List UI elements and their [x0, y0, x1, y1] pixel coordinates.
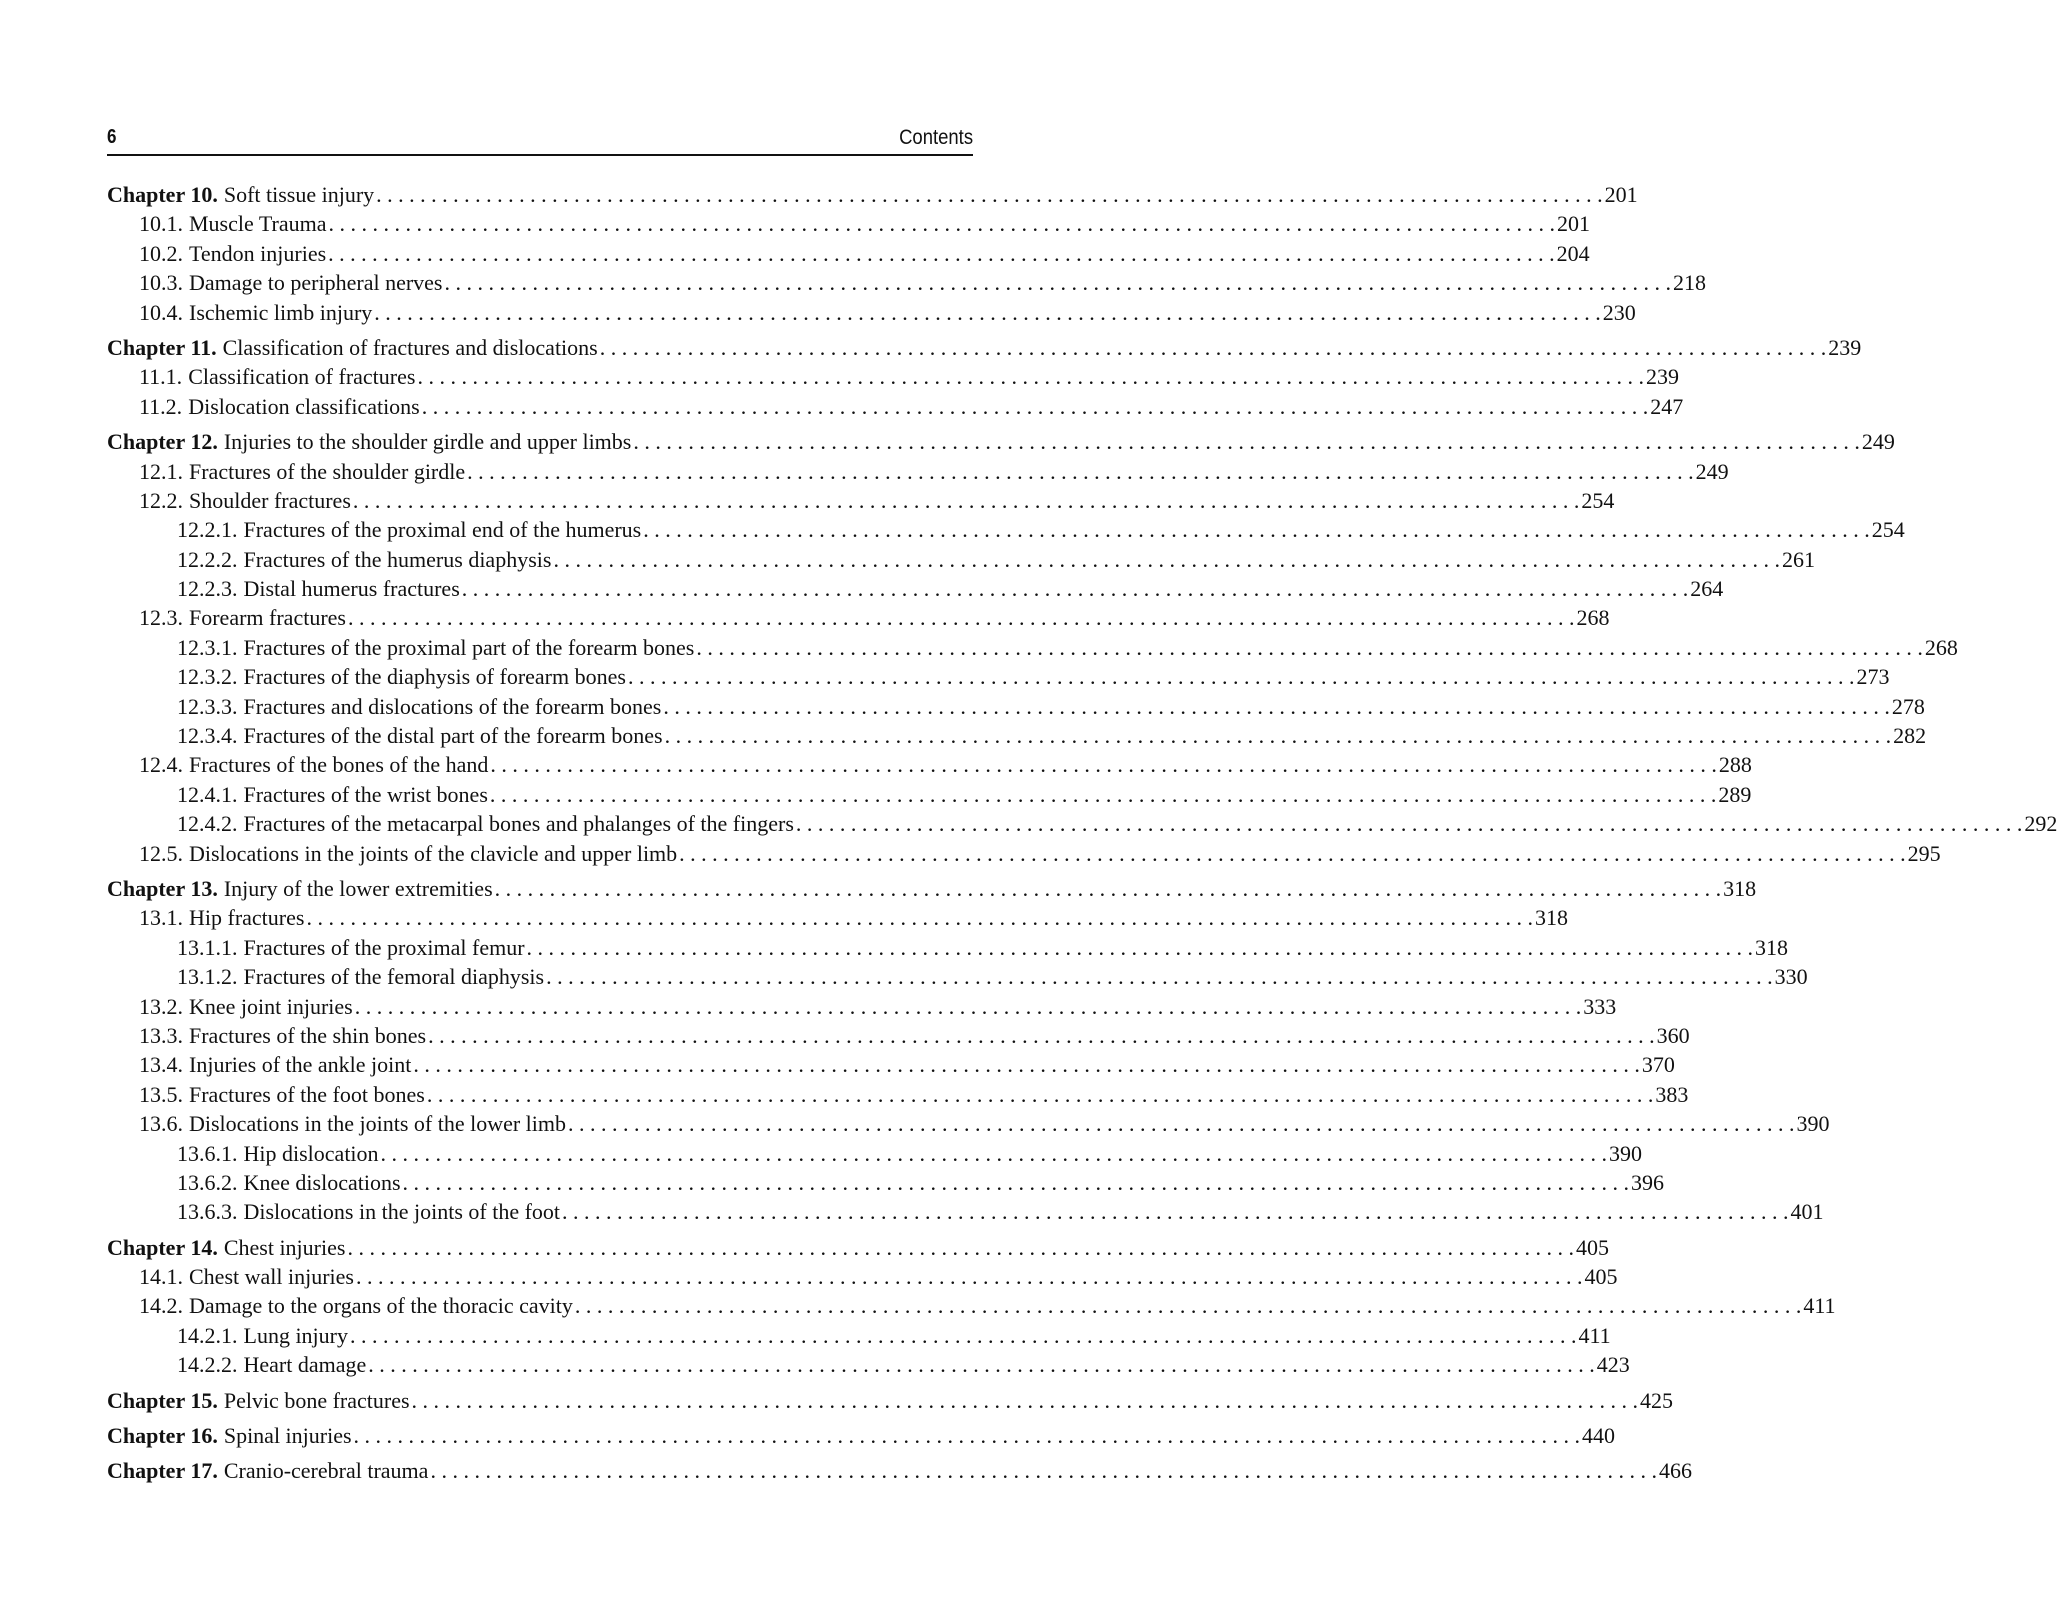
toc-entry-title: Forearm fractures	[189, 605, 346, 631]
toc-dot-leader	[354, 1421, 1581, 1450]
toc-dot-leader	[376, 180, 1603, 209]
toc-entry-page: 405	[1584, 1264, 1618, 1290]
toc-dot-leader	[643, 515, 1870, 544]
toc-entry-page: 370	[1641, 1052, 1675, 1078]
toc-entry-title: Classification of fractures and dislocations	[222, 334, 598, 360]
toc-entry-page: 390	[1609, 1140, 1643, 1166]
toc-entry-number: 13.5.	[139, 1081, 183, 1107]
toc-entry-title: Chest injuries	[223, 1234, 346, 1260]
toc-entry-number: 14.2.	[139, 1293, 183, 1319]
toc-entry-title: Ischemic limb injury	[189, 299, 373, 325]
toc-entry-title: Shoulder fractures	[189, 487, 351, 513]
toc-entry-title: Fractures and dislocations of the forearm bones	[243, 693, 662, 719]
toc-entry-page: 333	[1583, 993, 1617, 1019]
toc-dot-leader	[679, 839, 1906, 868]
toc-entry-title: Fractures of the metacarpal bones and phalanges of the fingers	[243, 811, 794, 837]
toc-section-entry[interactable]	[107, 298, 1636, 327]
running-head: Contents	[899, 126, 973, 149]
toc-dot-leader	[467, 457, 1694, 486]
toc-entry-page: 288	[1718, 752, 1752, 778]
toc-entry-page: 239	[1828, 334, 1862, 360]
toc-section-entry[interactable]	[107, 1109, 1830, 1138]
toc-dot-leader	[796, 809, 2023, 838]
toc-dot-leader	[428, 1021, 1655, 1050]
toc-section-entry[interactable]	[107, 992, 1617, 1021]
toc-section-entry[interactable]	[107, 1197, 1824, 1226]
toc-dot-leader	[413, 1050, 1640, 1079]
toc-section-entry[interactable]	[107, 721, 1927, 750]
toc-dot-leader	[568, 1109, 1795, 1138]
toc-entry-page: 318	[1723, 875, 1757, 901]
toc-section-entry[interactable]	[107, 839, 1941, 868]
toc-entry-title: Injury of the lower extremities	[223, 875, 493, 901]
toc-section-entry[interactable]	[107, 486, 1615, 515]
toc-entry-title: Fractures of the shin bones	[189, 1022, 427, 1048]
toc-section-entry[interactable]	[107, 1139, 1643, 1168]
toc-entry-page: 261	[1781, 546, 1815, 572]
toc-chapter-entry[interactable]	[107, 427, 1895, 456]
toc-entry-page: 247	[1650, 393, 1684, 419]
toc-entry-number: Chapter 16.	[107, 1423, 218, 1449]
toc-entry-title: Fractures of the humerus diaphysis	[243, 546, 552, 572]
toc-entry-number: 10.2.	[139, 240, 183, 266]
toc-entry-title: Knee joint injuries	[189, 993, 353, 1019]
toc-entry-number: 10.4.	[139, 299, 183, 325]
toc-dot-leader	[412, 1386, 1639, 1415]
toc-entry-page: 396	[1631, 1169, 1665, 1195]
toc-section-entry[interactable]	[107, 362, 1679, 391]
toc-entry-number: 10.1.	[139, 211, 183, 237]
toc-section-entry[interactable]	[107, 603, 1610, 632]
toc-chapter-entry[interactable]	[107, 1421, 1616, 1450]
toc-entry-page: 254	[1871, 517, 1905, 543]
toc-entry-number: 13.2.	[139, 993, 183, 1019]
toc-entry-title: Damage to the organs of the thoracic cavity	[189, 1293, 573, 1319]
toc-entry-page: 383	[1655, 1081, 1689, 1107]
toc-entry-page: 239	[1645, 364, 1679, 390]
toc-entry-page: 268	[1576, 605, 1610, 631]
toc-dot-leader	[356, 1262, 1583, 1291]
toc-entry-title: Tendon injuries	[189, 240, 327, 266]
toc-section-entry[interactable]	[107, 662, 1890, 691]
toc-section-entry[interactable]	[107, 809, 2057, 838]
toc-entry-page: 401	[1790, 1199, 1824, 1225]
toc-dot-leader	[546, 962, 1773, 991]
toc-entry-number: Chapter 10.	[107, 182, 218, 207]
toc-dot-leader	[422, 392, 1649, 421]
toc-entry-number: 13.4.	[139, 1052, 183, 1078]
toc-section-entry[interactable]	[107, 1168, 1665, 1197]
toc-section-entry[interactable]	[107, 1321, 1611, 1350]
toc-entry-page: 278	[1891, 693, 1925, 719]
toc-entry-number: Chapter 11.	[107, 334, 217, 360]
toc-entry-title: Chest wall injuries	[189, 1264, 354, 1290]
toc-entry-page: 201	[1604, 182, 1638, 207]
toc-entry-number: 12.2.	[139, 487, 183, 513]
toc-dot-leader	[348, 603, 1575, 632]
toc-section-entry[interactable]	[107, 392, 1684, 421]
toc-entry-number: 12.3.4.	[177, 723, 238, 749]
toc-section-entry[interactable]	[107, 750, 1752, 779]
toc-entry-number: 13.1.1.	[177, 934, 238, 960]
toc-entry-number: 12.4.2.	[177, 811, 238, 837]
toc-entry-title: Pelvic bone fractures	[223, 1387, 410, 1413]
toc-dot-leader	[417, 362, 1644, 391]
toc-entry-page: 411	[1578, 1322, 1611, 1348]
toc-entry-page: 390	[1796, 1111, 1830, 1137]
toc-entry-title: Lung injury	[243, 1322, 348, 1348]
toc-entry-page: 292	[2024, 811, 2057, 837]
toc-entry-number: 13.1.	[139, 905, 183, 931]
toc-entry-number: 12.1.	[139, 458, 183, 484]
toc-dot-leader	[381, 1139, 1608, 1168]
toc-entry-number: 12.4.	[139, 752, 183, 778]
toc-section-entry[interactable]	[107, 1050, 1675, 1079]
toc-entry-title: Muscle Trauma	[189, 211, 327, 237]
toc-entry-title: Injuries to the shoulder girdle and upper limbs	[223, 429, 632, 455]
toc-section-entry[interactable]	[107, 780, 1752, 809]
toc-entry-title: Fractures of the proximal end of the humerus	[243, 517, 642, 543]
toc-entry-number: 11.1.	[139, 364, 183, 390]
toc-entry-number: 13.6.	[139, 1111, 183, 1137]
toc-entry-page: 425	[1640, 1387, 1674, 1413]
toc-dot-leader	[663, 692, 1890, 721]
toc-entry-number: 12.3.3.	[177, 693, 238, 719]
toc-entry-number: 14.1.	[139, 1264, 183, 1290]
toc-dot-leader	[490, 750, 1717, 779]
toc-entry-page: 201	[1557, 211, 1590, 237]
toc-entry-number: Chapter 17.	[107, 1458, 218, 1484]
toc-entry-title: Dislocation classifications	[188, 393, 420, 419]
toc-section-entry[interactable]	[107, 239, 1590, 268]
toc-entry-title: Fractures of the wrist bones	[243, 781, 488, 807]
toc-chapter-entry[interactable]	[107, 180, 1638, 209]
toc-dot-leader	[665, 721, 1892, 750]
toc-chapter-entry[interactable]	[107, 1233, 1609, 1262]
toc-entry-title: Cranio-cerebral trauma	[223, 1458, 429, 1484]
toc-entry-title: Spinal injuries	[223, 1423, 352, 1449]
toc-dot-leader	[462, 574, 1689, 603]
toc-section-entry[interactable]	[107, 903, 1568, 932]
page-header	[107, 122, 973, 156]
toc-entry-number: 12.5.	[139, 840, 183, 866]
table-of-contents	[107, 180, 2057, 1486]
toc-dot-leader	[350, 1321, 1577, 1350]
toc-section-entry[interactable]	[107, 209, 1590, 238]
toc-entry-title: Knee dislocations	[243, 1169, 401, 1195]
toc-entry-page: 204	[1556, 240, 1590, 266]
toc-entry-page: 230	[1602, 299, 1636, 325]
toc-entry-title: Injuries of the ankle joint	[189, 1052, 412, 1078]
toc-entry-number: 14.2.1.	[177, 1322, 238, 1348]
toc-section-entry[interactable]	[107, 457, 1729, 486]
toc-entry-page: 466	[1658, 1458, 1692, 1484]
toc-dot-leader	[490, 780, 1717, 809]
toc-dot-leader	[355, 992, 1582, 1021]
toc-entry-page: 440	[1582, 1423, 1616, 1449]
toc-section-entry[interactable]	[107, 515, 1905, 544]
toc-entry-title: Fractures of the shoulder girdle	[189, 458, 466, 484]
toc-entry-title: Hip dislocation	[243, 1140, 379, 1166]
toc-entry-page: 264	[1690, 576, 1724, 602]
toc-dot-leader	[575, 1291, 1802, 1320]
toc-chapter-entry[interactable]	[107, 874, 1757, 903]
toc-entry-title: Classification of fractures	[188, 364, 416, 390]
toc-entry-title: Damage to peripheral nerves	[189, 270, 443, 296]
toc-dot-leader	[495, 874, 1722, 903]
toc-entry-number: 12.4.1.	[177, 781, 238, 807]
toc-entry-page: 268	[1924, 634, 1958, 660]
toc-entry-page: 318	[1755, 934, 1789, 960]
toc-chapter-entry[interactable]	[107, 333, 1862, 362]
toc-dot-leader	[696, 633, 1923, 662]
toc-entry-title: Soft tissue injury	[223, 182, 375, 207]
toc-entry-number: 12.3.	[139, 605, 183, 631]
toc-entry-page: 330	[1774, 964, 1808, 990]
toc-entry-page: 295	[1907, 840, 1941, 866]
toc-entry-number: 12.3.2.	[177, 664, 238, 690]
toc-dot-leader	[430, 1456, 1657, 1485]
toc-entry-page: 360	[1656, 1022, 1690, 1048]
toc-dot-leader	[368, 1350, 1595, 1379]
toc-entry-page: 423	[1596, 1352, 1630, 1378]
toc-entry-number: Chapter 14.	[107, 1234, 218, 1260]
toc-entry-title: Fractures of the distal part of the forearm bones	[243, 723, 663, 749]
toc-dot-leader	[527, 933, 1754, 962]
toc-dot-leader	[553, 545, 1780, 574]
toc-entry-page: 289	[1718, 781, 1752, 807]
toc-entry-page: 273	[1856, 664, 1890, 690]
toc-entry-page: 405	[1575, 1234, 1609, 1260]
toc-dot-leader	[445, 268, 1672, 297]
toc-entry-number: 12.2.1.	[177, 517, 238, 543]
toc-entry-number: Chapter 13.	[107, 875, 218, 901]
toc-chapter-entry[interactable]	[107, 1386, 1674, 1415]
toc-entry-number: 13.1.2.	[177, 964, 238, 990]
toc-entry-number: 13.6.1.	[177, 1140, 238, 1166]
toc-entry-number: 12.2.2.	[177, 546, 238, 572]
toc-dot-leader	[633, 427, 1860, 456]
toc-dot-leader	[427, 1080, 1654, 1109]
toc-entry-page: 218	[1673, 270, 1706, 296]
toc-section-entry[interactable]	[107, 545, 1815, 574]
toc-entry-number: 13.6.2.	[177, 1169, 238, 1195]
toc-section-entry[interactable]	[107, 1021, 1690, 1050]
toc-entry-number: 14.2.2.	[177, 1352, 238, 1378]
toc-entry-number: Chapter 15.	[107, 1387, 218, 1413]
toc-entry-title: Fractures of the foot bones	[189, 1081, 425, 1107]
toc-section-entry[interactable]	[107, 574, 1724, 603]
toc-entry-number: 11.2.	[139, 393, 183, 419]
toc-entry-title: Fractures of the proximal part of the forearm bones	[243, 634, 695, 660]
toc-entry-title: Fractures of the bones of the hand	[189, 752, 489, 778]
toc-entry-title: Dislocations in the joints of the clavicle and upper limb	[189, 840, 678, 866]
toc-section-entry[interactable]	[107, 1350, 1630, 1379]
page-number: 6	[107, 126, 117, 148]
toc-entry-page: 249	[1695, 458, 1729, 484]
toc-dot-leader	[600, 333, 1827, 362]
toc-dot-leader	[562, 1197, 1789, 1226]
toc-entry-title: Fractures of the femoral diaphysis	[243, 964, 545, 990]
toc-entry-title: Dislocations in the joints of the lower limb	[189, 1111, 567, 1137]
toc-dot-leader	[403, 1168, 1630, 1197]
toc-entry-title: Heart damage	[243, 1352, 367, 1378]
toc-dot-leader	[353, 486, 1580, 515]
toc-entry-page: 282	[1893, 723, 1927, 749]
toc-entry-title: Distal humerus fractures	[243, 576, 460, 602]
toc-section-entry[interactable]	[107, 692, 1925, 721]
toc-dot-leader	[306, 903, 1533, 932]
toc-section-entry[interactable]	[107, 268, 1706, 297]
toc-dot-leader	[347, 1233, 1574, 1262]
toc-dot-leader	[329, 209, 1556, 238]
toc-entry-number: 12.3.1.	[177, 634, 238, 660]
toc-section-entry[interactable]	[107, 1291, 1836, 1320]
toc-entry-title: Fractures of the diaphysis of forearm bones	[243, 664, 626, 690]
toc-section-entry[interactable]	[107, 1262, 1618, 1291]
toc-entry-page: 411	[1803, 1293, 1836, 1319]
toc-entry-number: 13.3.	[139, 1022, 183, 1048]
toc-entry-number: 10.3.	[139, 270, 183, 296]
toc-entry-title: Dislocations in the joints of the foot	[243, 1199, 561, 1225]
toc-entry-page: 249	[1861, 429, 1895, 455]
toc-entry-page: 254	[1581, 487, 1615, 513]
toc-entry-page: 318	[1534, 905, 1568, 931]
toc-entry-title: Fractures of the proximal femur	[243, 934, 525, 960]
toc-dot-leader	[628, 662, 1855, 691]
toc-dot-leader	[328, 239, 1555, 268]
toc-section-entry[interactable]	[107, 1080, 1689, 1109]
toc-entry-number: Chapter 12.	[107, 429, 218, 455]
toc-section-entry[interactable]	[107, 633, 1958, 662]
toc-entry-number: 12.2.3.	[177, 576, 238, 602]
toc-chapter-entry[interactable]	[107, 1456, 1692, 1485]
toc-dot-leader	[374, 298, 1601, 327]
toc-section-entry[interactable]	[107, 933, 1789, 962]
toc-section-entry[interactable]	[107, 962, 1808, 991]
toc-entry-title: Hip fractures	[189, 905, 305, 931]
toc-entry-number: 13.6.3.	[177, 1199, 238, 1225]
